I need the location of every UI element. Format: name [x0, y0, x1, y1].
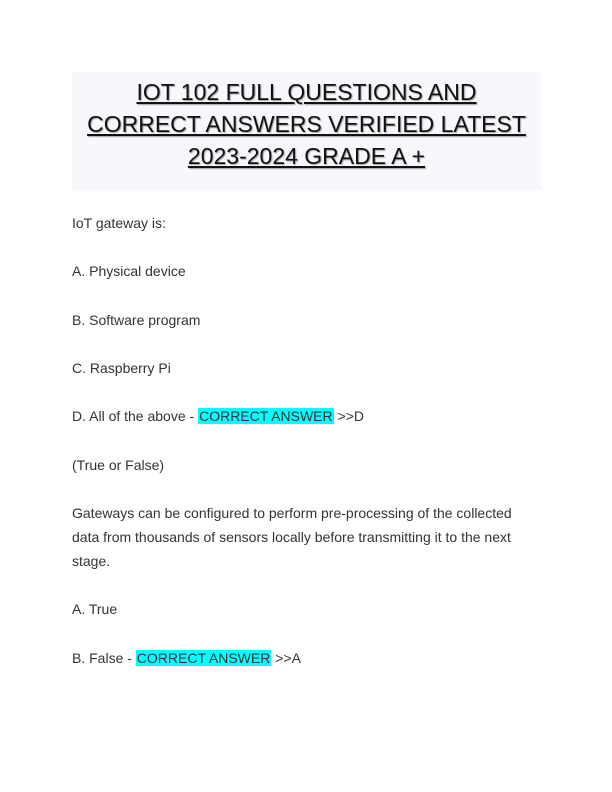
question-2-type: (True or False) [72, 457, 165, 473]
q1-answer-highlight: CORRECT ANSWER [199, 408, 333, 424]
q1-option-c: C. Raspberry Pi [72, 360, 171, 376]
title-line-2: CORRECT ANSWERS VERIFIED LATEST [87, 111, 526, 137]
q1-option-a: A. Physical device [72, 263, 186, 279]
q1-option-b: B. Software program [72, 312, 201, 328]
q1-option-d-text: D. All of the above - [72, 408, 199, 424]
title-line-1: IOT 102 FULL QUESTIONS AND [136, 79, 477, 105]
title-line-3: 2023-2024 GRADE A + [187, 143, 426, 169]
q2-answer-letter: >>A [271, 650, 301, 666]
q1-option-d [72, 404, 364, 428]
q2-option-b [72, 646, 301, 670]
q2-statement-line-3: stage. [72, 553, 111, 569]
document-title [72, 72, 541, 172]
q2-statement-line-2: data from thousands of sensors locally before transmitting it to the next [72, 529, 511, 545]
question-1: IoT gateway is: [72, 215, 166, 231]
q2-option-b-text: B. False - [72, 650, 136, 666]
q2-answer-highlight: CORRECT ANSWER [136, 650, 271, 666]
q2-statement-line-1: Gateways can be configured to perform pre-processing of the collected [72, 505, 512, 521]
q1-answer-letter: >>D [333, 408, 364, 424]
q2-option-a: A. True [72, 601, 118, 617]
title-box [72, 72, 541, 190]
question-2-statement [72, 501, 522, 573]
